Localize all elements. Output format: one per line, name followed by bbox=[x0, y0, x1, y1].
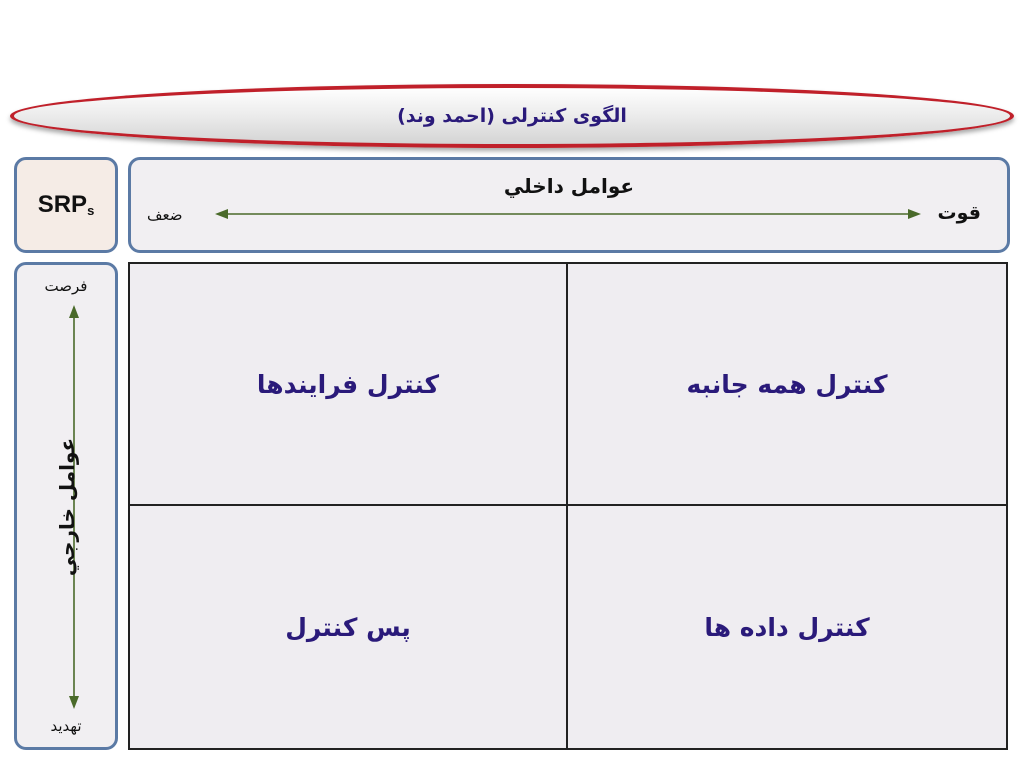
cell-process-control: کنترل فرايندها bbox=[130, 264, 568, 506]
control-matrix bbox=[128, 262, 1008, 750]
cell-post-control: پس کنترل bbox=[130, 506, 568, 748]
opportunity-label: فرصت bbox=[44, 277, 88, 295]
external-factors-title: عوامل خارجي bbox=[55, 437, 79, 577]
strength-label: قوت bbox=[937, 202, 981, 224]
diagram-title: الگوی کنترلی (احمد وند) bbox=[397, 105, 627, 127]
srps-subscript: s bbox=[87, 202, 95, 218]
srps-box bbox=[14, 157, 118, 253]
cell-data-control: کنترل داده ها bbox=[568, 506, 1006, 748]
srps-label: SRP bbox=[37, 191, 88, 218]
internal-factors-box bbox=[128, 157, 1010, 253]
weakness-label: ضعف bbox=[147, 206, 183, 224]
title-banner bbox=[10, 84, 1014, 148]
internal-factors-title: عوامل داخلي bbox=[503, 174, 635, 198]
internal-double-arrow bbox=[215, 206, 921, 222]
external-factors-box bbox=[14, 262, 118, 750]
threat-label: تهديد bbox=[50, 717, 82, 735]
cell-comprehensive-control: کنترل همه جانبه bbox=[568, 264, 1006, 506]
